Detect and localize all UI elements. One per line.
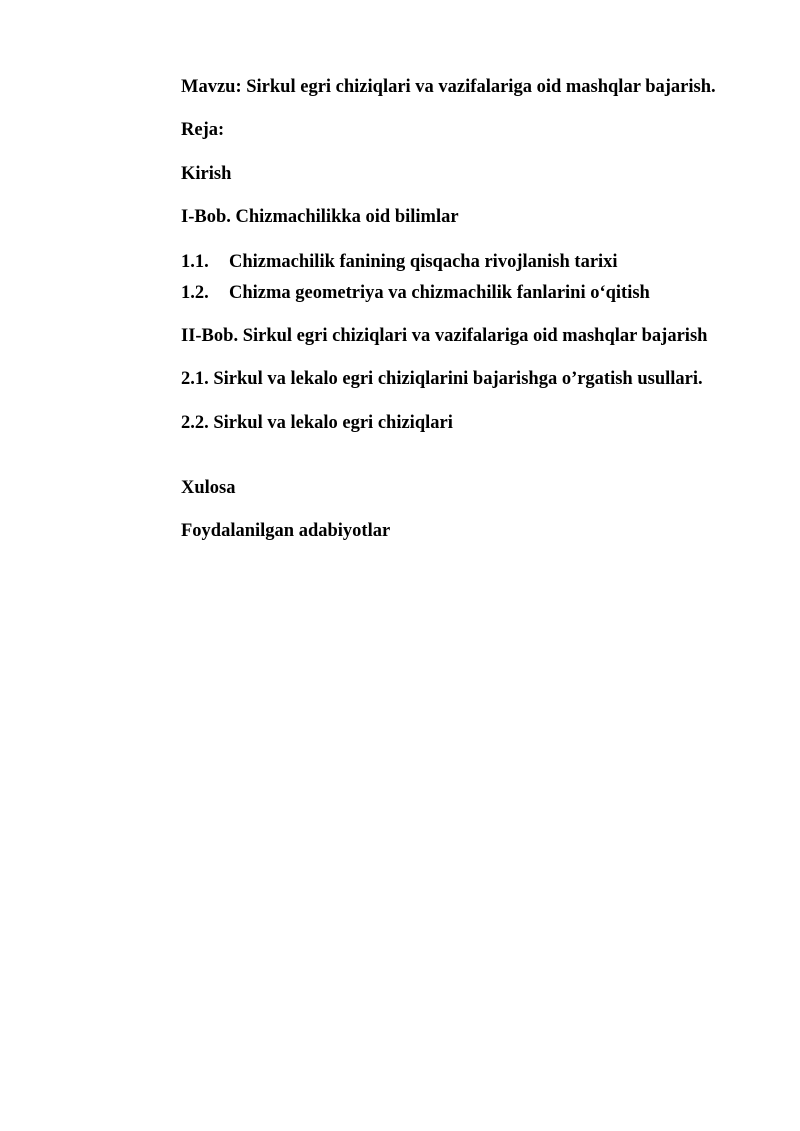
section-title: Chizmachilik fanining qisqacha rivojlanish tarixi bbox=[229, 252, 618, 272]
section-title: 2.2. Sirkul va lekalo egri chiziqlari bbox=[181, 413, 453, 433]
toc-introduction: Kirish bbox=[181, 164, 232, 184]
toc-section-1-1 bbox=[181, 251, 618, 273]
section-number: 1.1. bbox=[181, 252, 209, 272]
toc-conclusion: Xulosa bbox=[181, 478, 236, 498]
toc-chapter-2: II-Bob. Sirkul egri chiziqlari va vazifalariga oid mashqlar bajarish bbox=[181, 326, 708, 346]
toc-section-2-2 bbox=[181, 412, 453, 434]
section-number: 1.2. bbox=[181, 283, 209, 303]
toc-section-2-1: 2.1. Sirkul va lekalo egri chiziqlarini bajarishga o’rgatish usullari. bbox=[181, 369, 703, 389]
toc-references: Foydalanilgan adabiyotlar bbox=[181, 521, 391, 541]
section-title: Chizma geometriya va chizmachilik fanlarini o‘qitish bbox=[229, 283, 650, 303]
toc-section-1-2 bbox=[181, 282, 650, 304]
plan-heading: Reja: bbox=[181, 120, 225, 140]
toc-chapter-1: I-Bob. Chizmachilikka oid bilimlar bbox=[181, 207, 459, 227]
document-topic: Mavzu: Sirkul egri chiziqlari va vazifalariga oid mashqlar bajarish. bbox=[181, 77, 716, 97]
